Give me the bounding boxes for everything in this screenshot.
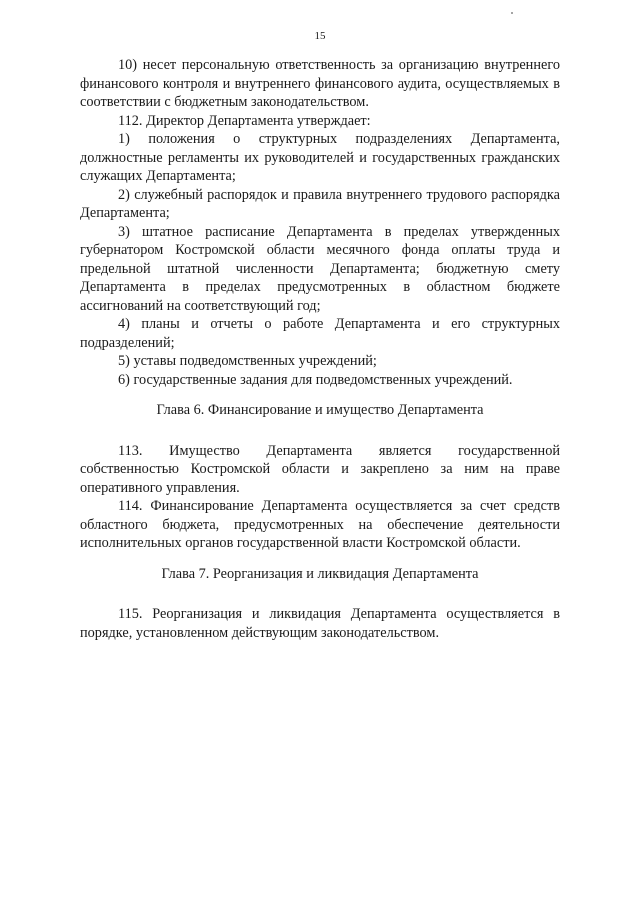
chapter-7-title: Глава 7. Реорганизация и ликвидация Департамента [161,565,479,582]
scan-speck [511,12,513,14]
paragraph-item-10: 10) несет персональную ответственность за организацию внутреннего финансового контроля и внутреннего финансового аудита, осуществляемых в соответствии с бюджетным законодательством. [80,57,560,110]
paragraph-item-3: 3) штатное расписание Департамента в пределах утвержденных губернатором Костромской области месячного фонда оплаты труда и предельной штатной численности Департамента; бюджетную смету Департамента в пределах предусмотренных в областном бюджете ассигнований на соответствующий год; [80,223,560,314]
page-number: 15 [314,30,326,42]
document-body [80,56,560,642]
paragraph-item-2: 2) служебный распорядок и правила внутреннего трудового распорядка Департамента; [80,186,560,221]
paragraph-item-1: 1) положения о структурных подразделениях Департамента, должностные регламенты их руководителей и государственных гражданских служащих Департамента; [80,131,560,184]
paragraph-112: 112. Директор Департамента утверждает: [118,112,371,129]
paragraph-item-6: 6) государственные задания для подведомственных учреждений. [118,371,513,388]
paragraph-item-5: 5) уставы подведомственных учреждений; [118,353,377,369]
chapter-6-body [80,442,560,553]
paragraph-115: 115. Реорганизация и ликвидация Департамента осуществляется в порядке, установленном действующим законодательством. [80,606,560,641]
section-director-powers [80,56,560,389]
paragraph-113: 113. Имущество Департамента является государственной собственностью Костромской области и закреплено за ним на праве оперативного управления. [80,442,560,496]
paragraph-item-4: 4) планы и отчеты о работе Департамента и его структурных подразделений; [80,316,560,351]
chapter-7-body [80,605,560,642]
paragraph-114: 114. Финансирование Департамента осуществляется за счет средств областного бюджета, предусмотренных на обеспечение деятельности исполнительных органов государственной власти Костромской области. [80,498,560,551]
chapter-6-title: Глава 6. Финансирование и имущество Департамента [156,402,484,418]
